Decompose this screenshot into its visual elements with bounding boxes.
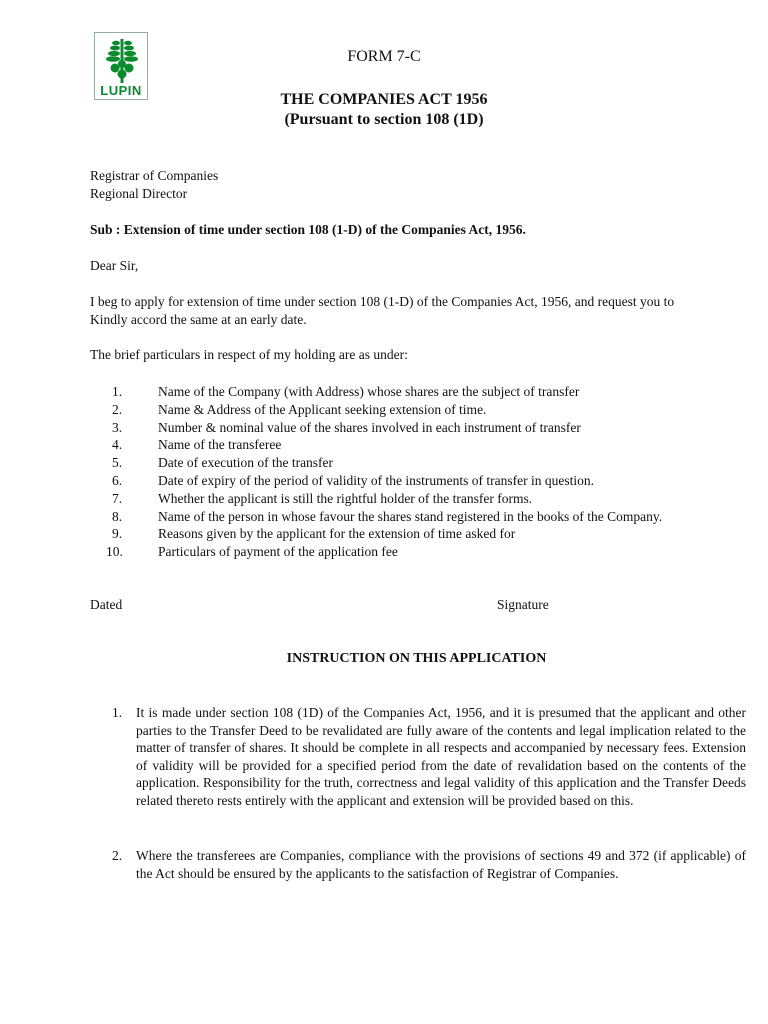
list-item-number: 4. xyxy=(112,437,123,453)
list-item xyxy=(90,525,662,543)
list-item-text: Date of expiry of the period of validity of the instruments of transfer in question. xyxy=(158,472,595,488)
body-paragraph-1-line-1: I beg to apply for extension of time under section 108 (1-D) of the Companies Act, 1956, and request you to xyxy=(90,294,675,309)
instruction-text: Where the transferees are Companies, compliance with the provisions of sections 49 and 372 (if applicable) of the Act should be ensured by the applicants to the satisfaction of Registrar of Companies. xyxy=(136,848,746,881)
list-item xyxy=(90,436,662,454)
subject-line: Sub : Extension of time under section 108 (1-D) of the Companies Act, 1956. xyxy=(90,222,526,237)
act-subtitle: (Pursuant to section 108 (1D) xyxy=(284,111,484,128)
list-item xyxy=(90,508,662,526)
list-item xyxy=(90,419,662,437)
list-item xyxy=(90,383,662,401)
list-item-text: Name of the Company (with Address) whose shares are the subject of transfer xyxy=(158,384,580,399)
list-item xyxy=(90,472,662,490)
instruction-number: 1. xyxy=(112,705,123,720)
list-item-text: Reasons given by the applicant for the extension of time asked for xyxy=(158,526,516,542)
lupin-logo xyxy=(94,32,148,100)
instructions-title: INSTRUCTION ON THIS APPLICATION xyxy=(286,651,547,666)
logo-text: LUPIN xyxy=(100,83,142,98)
list-item-number: 3. xyxy=(112,419,123,435)
act-title: THE COMPANIES ACT 1956 xyxy=(280,91,488,108)
addressee-line-1: Registrar of Companies xyxy=(90,168,219,183)
list-item-text: Date of execution of the transfer xyxy=(158,455,334,471)
list-item xyxy=(90,543,662,561)
instruction-text: It is made under section 108 (1D) of the Companies Act, 1956, and it is presumed that the applicant and other parties to the Transfer Deed to be revalidated are fully aware of the contents and legal implication related to the matter of transfer of shares. It should be complete in all respects and accompanied by necessary fees. Extension of validity will be provided for a specified period from the date of revalidation based on the contents of the application. Responsibility for the truth, correctness and legal validity of this application and the Transfer Deeds related thereto rests entirely with the applicant and extension will be provided based on this. xyxy=(136,705,746,808)
list-item-number: 7. xyxy=(112,490,123,506)
list-item xyxy=(90,401,662,419)
instruction-item xyxy=(112,704,746,810)
body-paragraph-1-line-2: Kindly accord the same at an early date. xyxy=(90,312,307,327)
list-item-text: Number & nominal value of the shares involved in each instrument of transfer xyxy=(158,419,581,435)
signature-label: Signature xyxy=(497,597,549,612)
list-item xyxy=(90,454,662,472)
body-paragraph-2: The brief particulars in respect of my holding are as under: xyxy=(90,347,408,362)
dated-label: Dated xyxy=(90,597,123,612)
addressee-line-2: Regional Director xyxy=(90,186,188,201)
list-item-text: Name of the transferee xyxy=(158,437,282,453)
list-item-number: 5. xyxy=(112,455,123,471)
list-item-text: Name of the person in whose favour the shares stand registered in the books of the Company. xyxy=(158,508,663,524)
list-item xyxy=(90,490,662,508)
list-item-number: 8. xyxy=(112,508,123,524)
list-item-number: 9. xyxy=(112,526,123,542)
list-item-number: 10. xyxy=(106,544,123,560)
instruction-item xyxy=(112,847,746,882)
instruction-number: 2. xyxy=(112,848,123,863)
form-title: FORM 7-C xyxy=(347,48,421,65)
list-item-text: Name & Address of the Applicant seeking extension of time. xyxy=(158,401,487,417)
list-item-text: Whether the applicant is still the rightful holder of the transfer forms. xyxy=(158,490,533,506)
salutation: Dear Sir, xyxy=(90,258,139,273)
list-item-text: Particulars of payment of the application fee xyxy=(158,544,398,560)
list-item-number: 2. xyxy=(112,401,123,417)
list-item-number: 1. xyxy=(112,384,123,399)
particulars-list xyxy=(90,383,662,561)
list-item-number: 6. xyxy=(112,472,123,488)
